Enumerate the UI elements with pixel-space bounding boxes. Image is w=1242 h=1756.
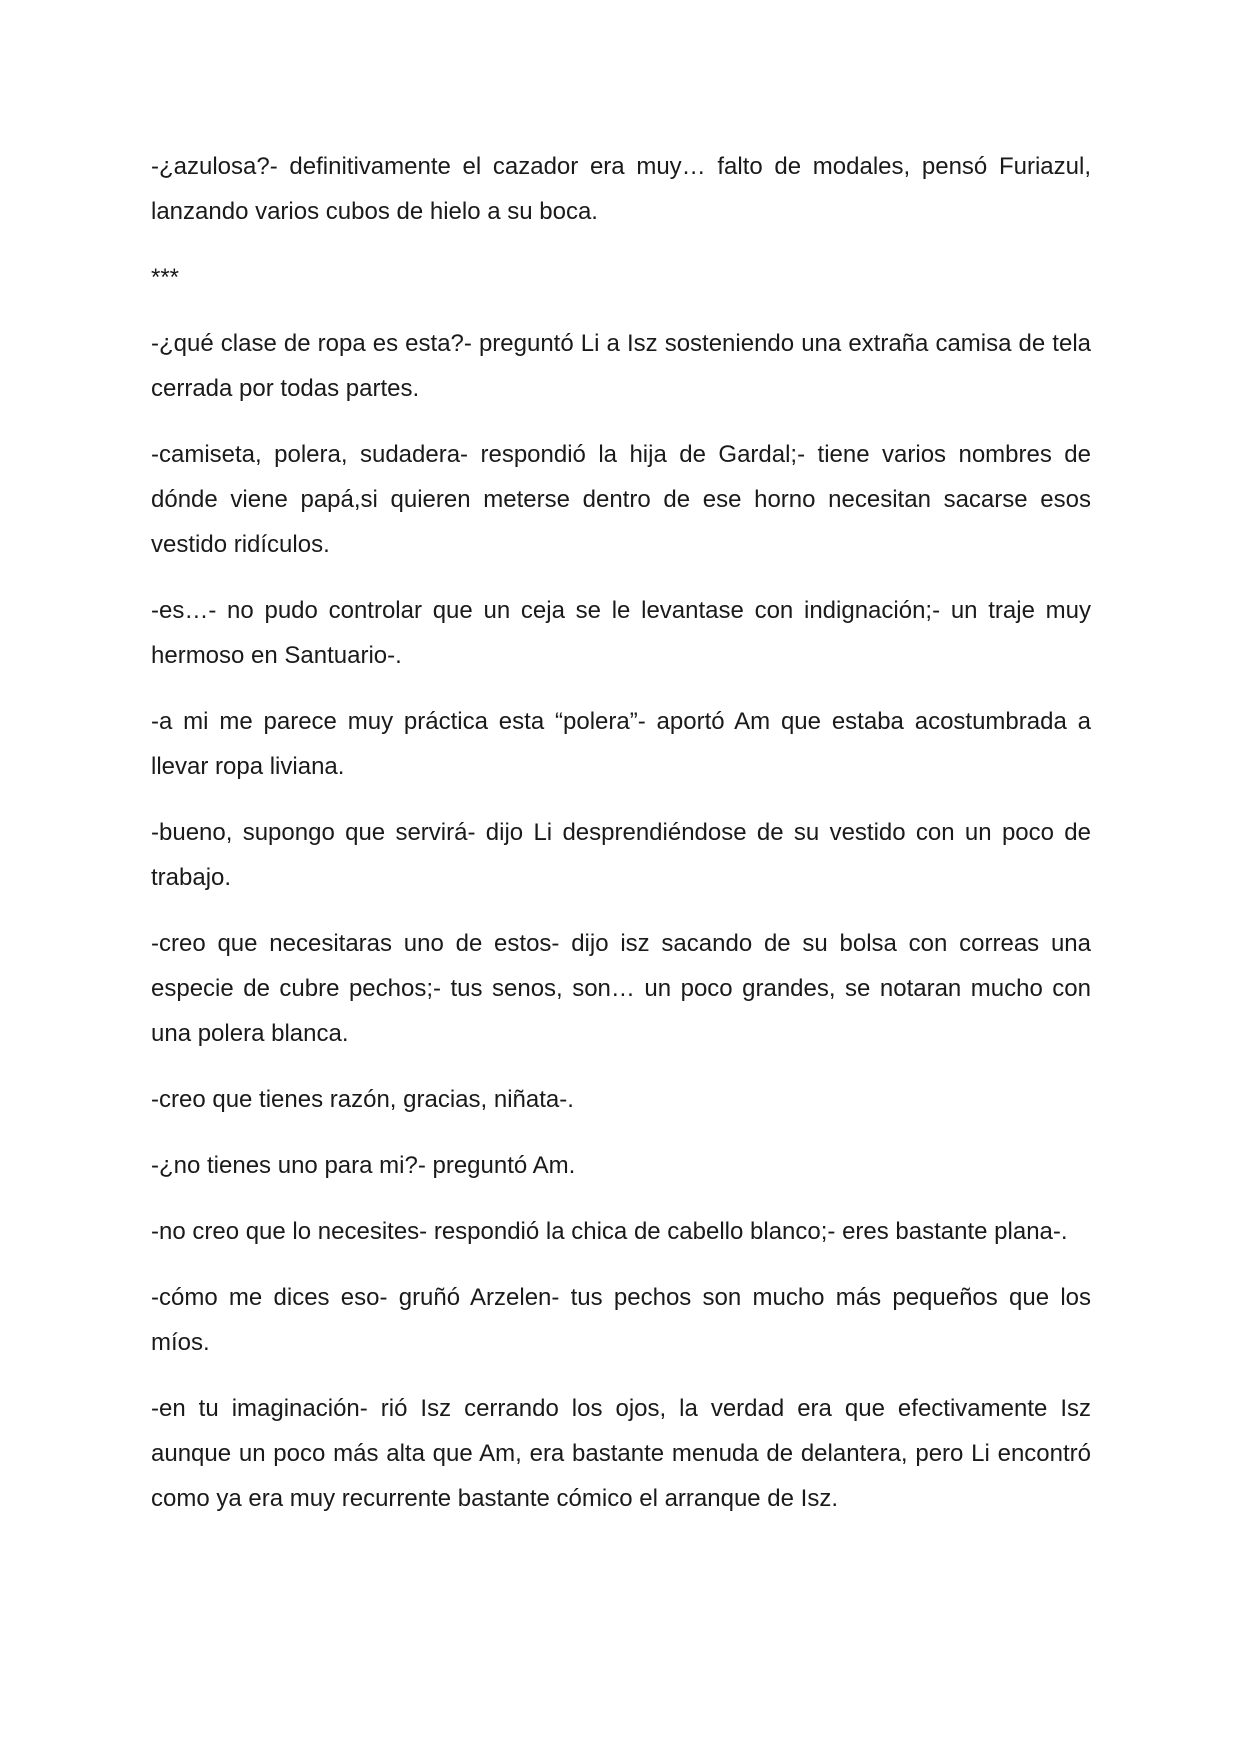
paragraph: -¿qué clase de ropa es esta?- preguntó Li a Isz sosteniendo una extraña camisa de tela cerrada por todas partes. [151,330,1091,402]
document-body [151,144,1091,1542]
paragraph: -¿no tienes uno para mi?- preguntó Am. [151,1152,576,1179]
paragraph: -bueno, supongo que servirá- dijo Li desprendiéndose de su vestido con un poco de trabajo. [151,819,1091,891]
paragraph: -no creo que lo necesites- respondió la chica de cabello blanco;- eres bastante plana-. [151,1218,1068,1245]
paragraph: -a mi me parece muy práctica esta “polera”- aportó Am que estaba acostumbrada a llevar ropa liviana. [151,708,1091,780]
paragraph: -cómo me dices eso- gruñó Arzelen- tus pechos son mucho más pequeños que los míos. [151,1284,1091,1356]
paragraph: -creo que necesitaras uno de estos- dijo isz sacando de su bolsa con correas una especie de cubre pechos;- tus senos, son… un poco grandes, se notaran mucho con una polera blanca. [151,930,1091,1047]
paragraph: -creo que tienes razón, gracias, niñata-. [151,1086,574,1113]
paragraph: -es…- no pudo controlar que un ceja se le levantase con indignación;- un traje muy hermoso en Santuario-. [151,597,1091,669]
scene-separator: *** [151,264,180,291]
paragraph: -en tu imaginación- rió Isz cerrando los ojos, la verdad era que efectivamente Isz aunque un poco más alta que Am, era bastante menuda de delantera, pero Li encontró como ya era muy recurrente bastante cómico el arranque de Isz. [151,1395,1091,1512]
paragraph: -¿azulosa?- definitivamente el cazador era muy… falto de modales, pensó Furiazul, lanzando varios cubos de hielo a su boca. [151,153,1091,225]
paragraph: -camiseta, polera, sudadera- respondió la hija de Gardal;- tiene varios nombres de dónde viene papá,si quieren meterse dentro de ese horno necesitan sacarse esos vestido ridículos. [151,441,1091,558]
